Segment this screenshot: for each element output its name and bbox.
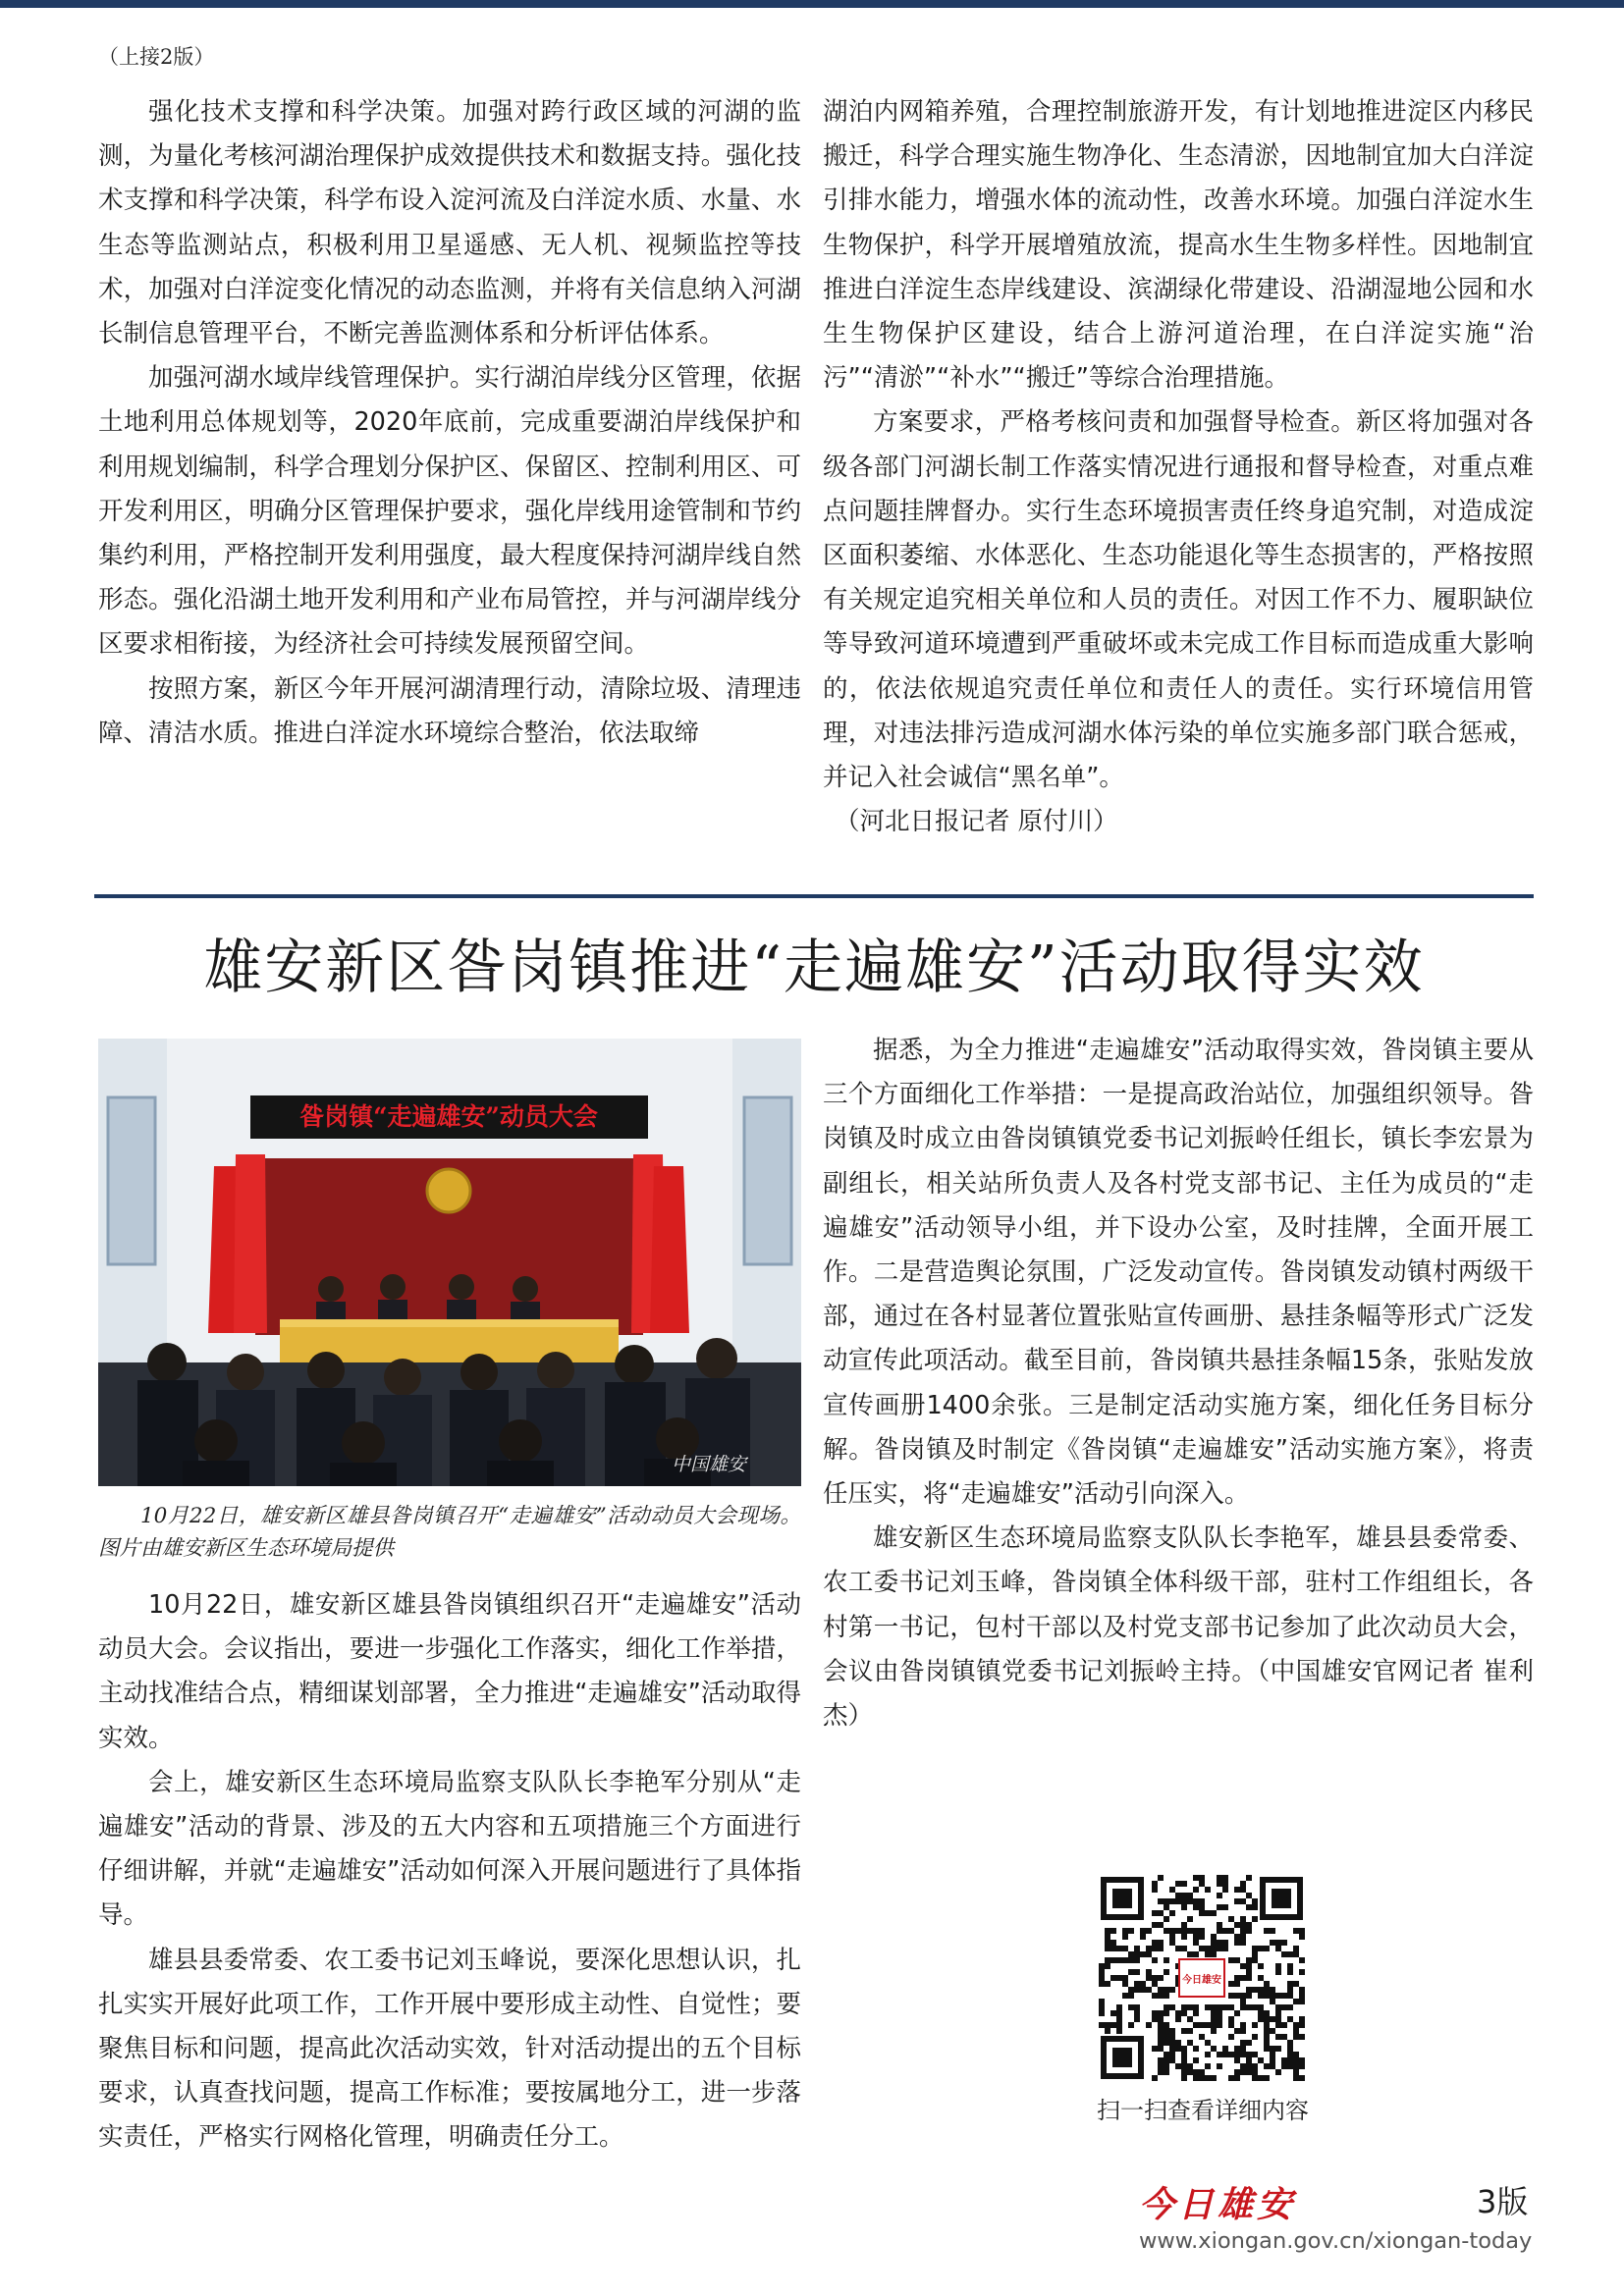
article1-right-column xyxy=(823,90,1534,844)
qr-caption: 扫一扫查看详细内容 xyxy=(1097,2097,1309,2124)
article2-right-column xyxy=(823,1029,1534,1738)
paragraph: 强化技术支撑和科学决策。加强对跨行政区域的河湖的监测，为量化考核河湖治理保护成效提供技术和数据支持。强化技术支撑和科学决策，科学布设入淀河流及白洋淀水质、水量、水生态等监测站点，积极利用卫星遥感、无人机、视频监控等技术，加强对白洋淀变化情况的动态监测，并将有关信息纳入河湖长制信息管理平台，不断完善监测体系和分析评估体系。 xyxy=(98,97,801,349)
paragraph: 雄安新区生态环境局监察支队队长李艳军，雄县县委常委、农工委书记刘玉峰，昝岗镇全体科级干部，驻村工作组组长，各村第一书记，包村干部以及村党支部书记参加了此次动员大会，会议由昝岗镇镇党委书记刘振岭主持。（中国雄安官网记者 崔利杰） xyxy=(823,1523,1534,1732)
paragraph: 据悉，为全力推进“走遍雄安”活动取得实效，昝岗镇主要从三个方面细化工作举措：一是提高政治站位，加强组织领导。昝岗镇及时成立由昝岗镇镇党委书记刘振岭任组长，镇长李宏景为副组长，相关站所负责人及各村党支部书记、主任为成员的“走遍雄安”活动领导小组，并下设办公室，及时挂牌，全面开展工作。二是营造舆论氛围，广泛发动宣传。昝岗镇发动镇村两级干部，通过在各村显著位置张贴宣传画册、悬挂条幅等形式广泛发动宣传此项活动。截至目前，昝岗镇共悬挂条幅15条，张贴发放宣传画册1400余张。三是制定活动实施方案，细化任务目标分解。昝岗镇及时制定《昝岗镇“走遍雄安”活动实施方案》，将责任压实，将“走遍雄安”活动引向深入。 xyxy=(823,1036,1534,1510)
paragraph: 雄县县委常委、农工委书记刘玉峰说，要深化思想认识，扎扎实实开展好此项工作，工作开展中要形成主动性、自觉性；要聚焦目标和问题，提高此次活动实效，针对活动提出的五个目标要求，认真查找问题，提高工作标准；要按属地分工，进一步落实责任，严格实行网格化管理，明确责任分工。 xyxy=(98,1945,801,2153)
article2-left-column xyxy=(98,1583,801,2161)
paragraph: 按照方案，新区今年开展河湖清理行动，清除垃圾、清理违障、清洁水质。推进白洋淀水环境综合整治，依法取缔 xyxy=(98,673,801,748)
photo-watermark: 中国雄安 xyxy=(671,1454,746,1475)
paragraph: 湖泊内网箱养殖，合理控制旅游开发，有计划地推进淀区内移民搬迁，科学合理实施生物净化、生态清淤，因地制宜加大白洋淀引排水能力，增强水体的流动性，改善水环境。加强白洋淀水生生物保护，科学开展增殖放流，提高水生生物多样性。因地制宜推进白洋淀生态岸线建设、滨湖绿化带建设、沿湖湿地公园和水生生物保护区建设，结合上游河道治理，在白洋淀实施“治污”“清淤”“补水”“搬迁”等综合治理措施。 xyxy=(823,97,1534,394)
qr-center-logo: 今日雄安 xyxy=(1182,1975,1221,1986)
paragraph: 加强河湖水域岸线管理保护。实行湖泊岸线分区管理，依据土地利用总体规划等，2020年底前，完成重要湖泊岸线保护和利用规划编制，科学合理划分保护区、保留区、控制利用区、可开发利用区，明确分区管理保护要求，强化岸线用途管制和节约集约利用，严格控制开发利用强度，最大程度保持河湖岸线自然形态。强化沿湖土地开发利用和产业布局管控，并与河湖岸线分区要求相衔接，为经济社会可持续发展预留空间。 xyxy=(98,363,801,660)
photo-banner-text: 昝岗镇“走遍雄安”动员大会 xyxy=(299,1102,598,1131)
page-number: 3版 xyxy=(1477,2183,1529,2220)
meeting-photo xyxy=(98,1039,801,1486)
brand-logo: 今日雄安 xyxy=(1139,2184,1297,2225)
paragraph: 方案要求，严格考核问责和加强督导检查。新区将加强对各级各部门河湖长制工作落实情况进行通报和督导检查，对重点难点问题挂牌督办。实行生态环境损害责任终身追究制，对造成淀区面积萎缩、水体恶化、生态功能退化等生态损害的，严格按照有关规定追究相关单位和人员的责任。对因工作不力、履职缺位等导致河道环境遭到严重破坏或未完成工作目标而造成重大影响的，依法依规追究责任单位和责任人的责任。实行环境信用管理，对违法排污造成河湖水体污染的单位实施多部门联合惩戒，并记入社会诚信“黑名单”。 xyxy=(823,407,1534,793)
photo-caption: 10月22日，雄安新区雄县昝岗镇召开“走遍雄安”活动动员大会现场。图片由雄安新区生态环境局提供 xyxy=(98,1504,801,1561)
paragraph: 10月22日，雄安新区雄县昝岗镇组织召开“走遍雄安”活动动员大会。会议指出，要进一步强化工作落实，细化工作举措，主动找准结合点，精细谋划部署，全力推进“走遍雄安”活动取得实效。 xyxy=(98,1590,801,1753)
article-headline: 雄安新区昝岗镇推进“走遍雄安”活动取得实效 xyxy=(203,934,1425,1002)
continued-note: （上接2版） xyxy=(98,45,215,69)
qr-code[interactable] xyxy=(1097,1873,1307,2083)
byline: （河北日报记者 原付川） xyxy=(835,807,1118,837)
paragraph: 会上，雄安新区生态环境局监察支队队长李艳军分别从“走遍雄安”活动的背景、涉及的五大内容和五项措施三个方面进行仔细讲解，并就“走遍雄安”活动如何深入开展问题进行了具体指导。 xyxy=(98,1767,801,1931)
site-url[interactable]: www.xiongan.gov.cn/xiongan-today xyxy=(1139,2228,1533,2254)
top-accent-bar xyxy=(0,0,1624,8)
section-divider xyxy=(94,894,1534,898)
article1-left-column xyxy=(98,90,801,756)
